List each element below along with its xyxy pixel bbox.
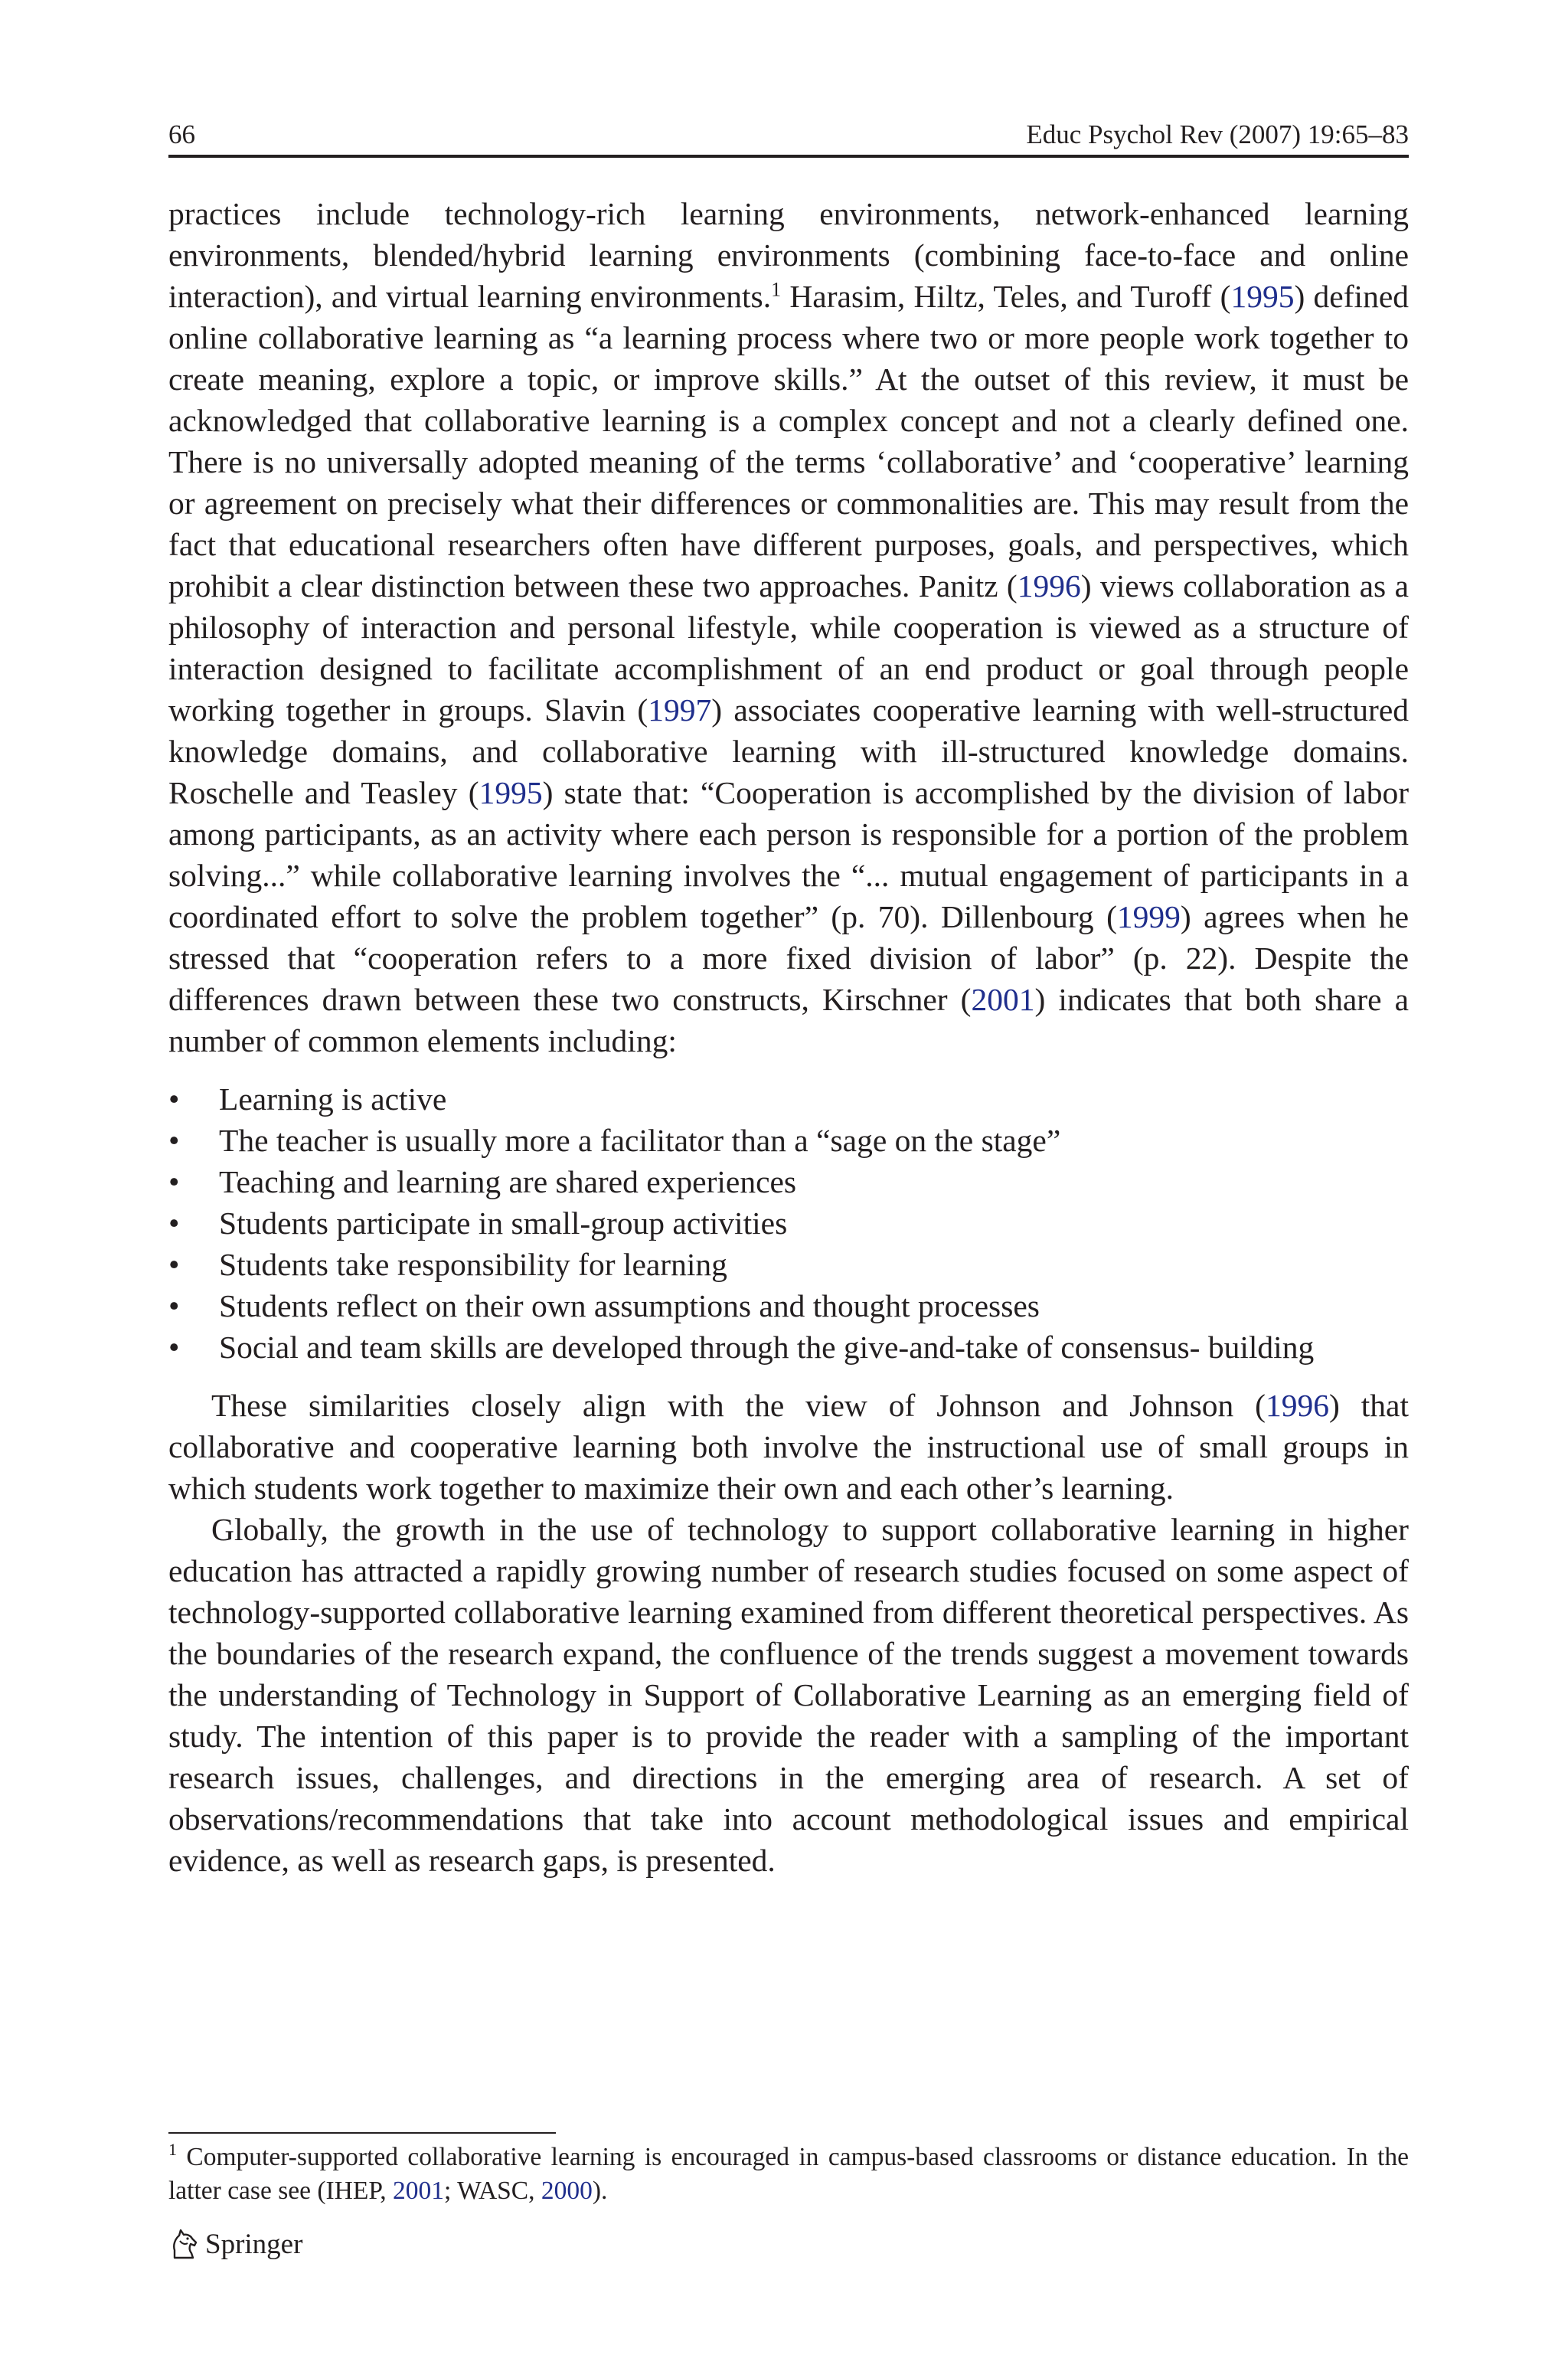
- citation-link[interactable]: 1997: [648, 692, 712, 728]
- footnote-reference[interactable]: 1: [771, 278, 782, 301]
- paragraph-intro: [168, 193, 1409, 1061]
- footnote-mark: 1: [168, 2139, 177, 2159]
- running-head: Educ Psychol Rev (2007) 19:65–83: [1026, 119, 1409, 149]
- list-item: [168, 1202, 1409, 1244]
- common-elements-list: [168, 1078, 1409, 1368]
- list-item-text: Teaching and learning are shared experiences: [219, 1164, 797, 1199]
- citation-link[interactable]: 1995: [1230, 279, 1295, 314]
- text-run: Harasim, Hiltz, Teles, and Turoff (: [781, 279, 1231, 314]
- bullet-marker: •: [168, 1288, 180, 1323]
- text-run: ) defined online collaborative learning as “a learning process where two or more people work together to create meaning, explore a topic, or improve skills.” At the outset of this review, it must be acknowledged that collaborative learning is a complex concept and not a clearly defined one. There is no universally adopted meaning of the terms ‘collaborative’ and ‘cooperative’ learning or agreement on precisely what their differences or commonalities are. This may result from the fact that educational researchers often have different purposes, goals, and perspectives, which prohibit a clear distinction between these two approaches. Panitz (: [168, 279, 1409, 603]
- publisher-logo: [168, 2225, 302, 2263]
- list-item: [168, 1120, 1409, 1161]
- text-run: ; WASC,: [444, 2177, 541, 2205]
- text-run: ) indicates that both share a number of common elements including:: [168, 982, 1409, 1058]
- citation-link[interactable]: 1995: [479, 775, 543, 810]
- list-item: [168, 1285, 1409, 1326]
- list-item: [168, 1078, 1409, 1120]
- list-item-text: Learning is active: [219, 1081, 447, 1117]
- text-run: ) views collaboration as a philosophy of interaction and personal lifestyle, while cooperation is viewed as a structure of interaction designed to facilitate accomplishment of an end product or goal through people working together in groups. Slavin (: [168, 568, 1410, 728]
- list-item-text: The teacher is usually more a facilitator than a “sage on the stage”: [219, 1123, 1061, 1158]
- article-body: [168, 193, 1409, 1881]
- bullet-marker: •: [168, 1330, 180, 1365]
- paragraph-globally: Globally, the growth in the use of technology to support collaborative learning in higher education has attracted a rapidly growing number of research studies focused on some aspect of technology-supported collaborative learning examined from different theoretical perspectives. As the boundaries of the research expand, the confluence of the trends suggest a movement towards the understanding of Technology in Support of Collaborative Learning as an emerging field of study. The intention of this paper is to provide the reader with a sampling of the important research issues, challenges, and directions in the emerging area of research. A set of observations/recommendations that take into account methodological issues and empirical evidence, as well as research gaps, is presented.: [168, 1512, 1409, 1878]
- footnote-divider: [168, 2132, 556, 2134]
- paragraph-similarities: [168, 1385, 1409, 1509]
- list-item: [168, 1326, 1409, 1368]
- text-run: These similarities closely align with the view of Johnson and Johnson (: [211, 1388, 1266, 1423]
- page-number: 66: [168, 119, 195, 149]
- text-run: Computer-supported collaborative learning is encouraged in campus-based classrooms or distance education. In the latter case see (IHEP,: [168, 2143, 1409, 2205]
- list-item: [168, 1244, 1409, 1285]
- bullet-marker: •: [168, 1123, 180, 1158]
- list-item-text: Social and team skills are developed through the give-and-take of consensus- building: [219, 1330, 1315, 1365]
- publisher-name: Springer: [205, 2228, 303, 2260]
- text-run: practices include technology-rich learning environments, network-enhanced learning environments, blended/hybrid learning environments (combining face-to-face and online interaction), and virtual learning environments.: [168, 196, 1409, 314]
- bullet-marker: •: [168, 1081, 180, 1117]
- list-item-text: Students participate in small-group activities: [219, 1205, 788, 1241]
- citation-link[interactable]: 2001: [971, 982, 1035, 1017]
- page-header: [168, 115, 1409, 158]
- list-item: [168, 1161, 1409, 1202]
- page: [168, 0, 1409, 2378]
- citation-link[interactable]: 1996: [1265, 1388, 1329, 1423]
- bullet-marker: •: [168, 1164, 180, 1199]
- text-run: ) agrees when he stressed that “cooperation refers to a more fixed division of labor” (p. 22). Despite the differences drawn between these two constructs, Kirschner (: [168, 899, 1410, 1017]
- text-run: ) state that: “Cooperation is accomplished by the division of labor among participants, as an activity where each person is responsible for a portion of the problem solving...” while collaborative learning involves the “... mutual engagement of participants in a coordinated effort to solve the problem together” (p. 70). Dillenbourg (: [168, 775, 1410, 934]
- list-item-text: Students take responsibility for learning: [219, 1247, 727, 1282]
- text-run: ) that collaborative and cooperative learning both involve the instructional use of small groups in which students work together to maximize their own and each other’s learning.: [168, 1388, 1409, 1506]
- footnote: [168, 2141, 1409, 2208]
- citation-link[interactable]: 2000: [541, 2177, 593, 2205]
- citation-link[interactable]: 2001: [393, 2177, 444, 2205]
- text-run: ).: [592, 2177, 608, 2205]
- list-item-text: Students reflect on their own assumptions and thought processes: [219, 1288, 1040, 1323]
- bullet-marker: •: [168, 1247, 180, 1282]
- bullet-marker: •: [168, 1205, 180, 1241]
- springer-horse-icon: [168, 2227, 199, 2261]
- text-run: ) associates cooperative learning with well-structured knowledge domains, and collaborative learning with ill-structured knowledge domains. Roschelle and Teasley (: [168, 692, 1410, 810]
- citation-link[interactable]: 1999: [1116, 899, 1181, 934]
- citation-link[interactable]: 1996: [1017, 568, 1081, 603]
